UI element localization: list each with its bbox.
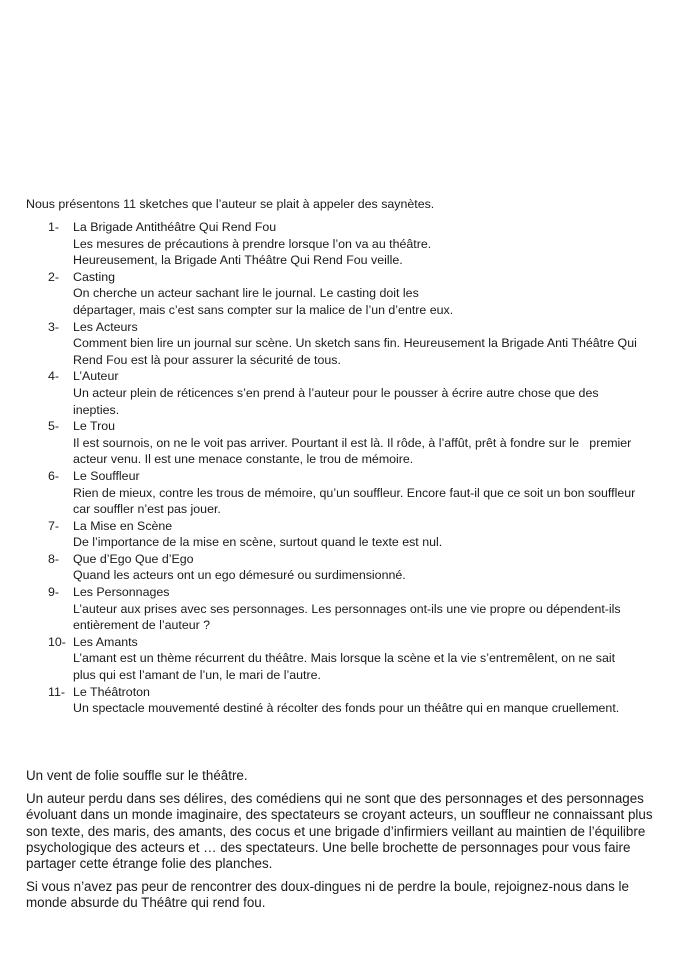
desc-line: Heureusement, la Brigade Anti Théâtre Qui Rend Fou veille. xyxy=(73,253,403,268)
desc-line: Il est sournois, on ne le voit pas arriver. Pourtant il est là. Il rôde, à l’affût, prêt à fondre sur le premier xyxy=(73,435,632,450)
desc-line: Un acteur plein de réticences s’en prend à l’auteur pour le pousser à écrire autre chose que des xyxy=(73,385,599,400)
desc-line: Un spectacle mouvementé destiné à récolter des fonds pour un théâtre qui en manque cruellement. xyxy=(73,701,620,716)
list-item xyxy=(48,368,688,418)
sketch-title: La Brigade Antithéâtre Qui Rend Fou xyxy=(73,220,277,234)
sketch-number: 9- xyxy=(48,585,60,600)
desc-line: On cherche un acteur sachant lire le journal. Le casting doit les xyxy=(73,286,419,301)
sketch-number: 11- xyxy=(48,684,65,699)
sketch-title: Casting xyxy=(73,269,116,284)
text-line: Un vent de folie souffle sur le théâtre. xyxy=(26,768,248,783)
sketch-number: 10- xyxy=(48,634,66,649)
sketch-title: Que d’Ego Que d’Ego xyxy=(73,551,194,566)
desc-line: entièrement de l’auteur ? xyxy=(73,618,211,633)
sketch-list xyxy=(48,219,688,717)
list-item xyxy=(48,319,688,369)
sketch-title: Le Théâtroton xyxy=(73,684,150,699)
sketch-title: Les Amants xyxy=(73,634,138,649)
text-line: monde absurde du Théâtre qui rend fou. xyxy=(26,895,266,911)
sketch-number: 8- xyxy=(48,551,60,566)
text-line: partager cette étrange folie des planches. xyxy=(26,856,273,872)
list-item xyxy=(48,551,688,584)
list-item xyxy=(48,468,688,518)
sketch-number: 3- xyxy=(48,319,60,334)
sketch-title: La Mise en Scène xyxy=(73,518,173,533)
list-item xyxy=(48,634,688,684)
desc-line: car souffler n’est pas jouer. xyxy=(73,502,221,517)
sketch-number: 4- xyxy=(48,369,60,384)
sketch-number: 1- xyxy=(48,220,60,234)
sketch-number: 5- xyxy=(48,419,60,434)
sketch-title: Le Souffleur xyxy=(73,468,140,483)
text-line: psychologique des acteurs et … des spectateurs. Une belle brochette de personnages pour vous faire xyxy=(26,839,631,855)
desc-line: Rien de mieux, contre les trous de mémoire, qu’un souffleur. Encore faut-il que ce soit un bon souffleur xyxy=(73,485,636,500)
sketch-description xyxy=(73,485,688,518)
list-item xyxy=(48,584,688,634)
sketch-number: 7- xyxy=(48,518,60,533)
desc-line: départager, mais c’est sans compter sur la malice de l’un d’entre eux. xyxy=(73,302,454,317)
sketch-description xyxy=(73,435,688,468)
sketch-description xyxy=(73,601,688,634)
sketch-number: 2- xyxy=(48,269,60,284)
sketch-description xyxy=(73,700,688,717)
list-item xyxy=(48,518,688,551)
sketch-number: 6- xyxy=(48,468,60,483)
sketch-description xyxy=(73,650,688,683)
text-line: Un auteur perdu dans ses délires, des comédiens qui ne sont que des personnages et des personnages xyxy=(26,791,644,807)
sketch-description xyxy=(73,335,688,368)
sketch-description xyxy=(73,567,688,584)
list-item xyxy=(48,418,688,468)
synopsis-block xyxy=(26,768,681,919)
desc-line: Quand les acteurs ont un ego démesuré ou surdimensionné. xyxy=(73,568,406,583)
sketch-description xyxy=(73,285,688,318)
sketch-title: L’Auteur xyxy=(73,369,119,384)
sketch-description xyxy=(73,534,688,551)
text-line: son texte, des maris, des amants, des cocus et une brigade d’infirmiers veillant au maintien de l’équilibre xyxy=(26,823,646,839)
text-line: Si vous n’avez pas peur de rencontrer des doux-dingues ni de perdre la boule, rejoignez-nous dans le xyxy=(26,879,629,895)
sketch-title: Le Trou xyxy=(73,419,116,434)
desc-line: inepties. xyxy=(73,402,120,417)
sketch-description xyxy=(73,385,688,418)
list-item xyxy=(48,219,688,269)
synopsis-invitation xyxy=(26,879,681,911)
synopsis-paragraph xyxy=(26,791,681,872)
desc-line: plus qui est l’amant de l’un, le mari de l’autre. xyxy=(73,668,321,683)
desc-line: L’amant est un thème récurrent du théâtre. Mais lorsque la scène et la vie s’entremêlent, on ne sait xyxy=(73,651,616,666)
sketch-title: Les Acteurs xyxy=(73,319,138,334)
text-line: évoluant dans un monde imaginaire, des spectateurs se croyant acteurs, un souffleur ne connaissant plus xyxy=(26,807,653,823)
desc-line: L’auteur aux prises avec ses personnages. Les personnages ont-ils une vie propre ou dépendent-ils xyxy=(73,601,621,616)
list-item xyxy=(48,684,688,717)
desc-line: acteur venu. Il est une menace constante, le trou de mémoire. xyxy=(73,452,414,467)
desc-line: Les mesures de précautions à prendre lorsque l’on va au théâtre. xyxy=(73,236,432,251)
desc-line: De l’importance de la mise en scène, surtout quand le texte est nul. xyxy=(73,535,443,550)
synopsis-tagline xyxy=(26,768,681,784)
list-item xyxy=(48,269,688,319)
desc-line: Rend Fou est là pour assurer la sécurité de tous. xyxy=(73,352,341,367)
sketch-title: Les Personnages xyxy=(73,585,170,600)
sketch-description xyxy=(73,236,688,269)
intro-text: Nous présentons 11 sketches que l’auteur se plait à appeler des saynètes. xyxy=(26,197,435,211)
desc-line: Comment bien lire un journal sur scène. Un sketch sans fin. Heureusement la Brigade Anti Théâtre Qui xyxy=(73,336,637,351)
